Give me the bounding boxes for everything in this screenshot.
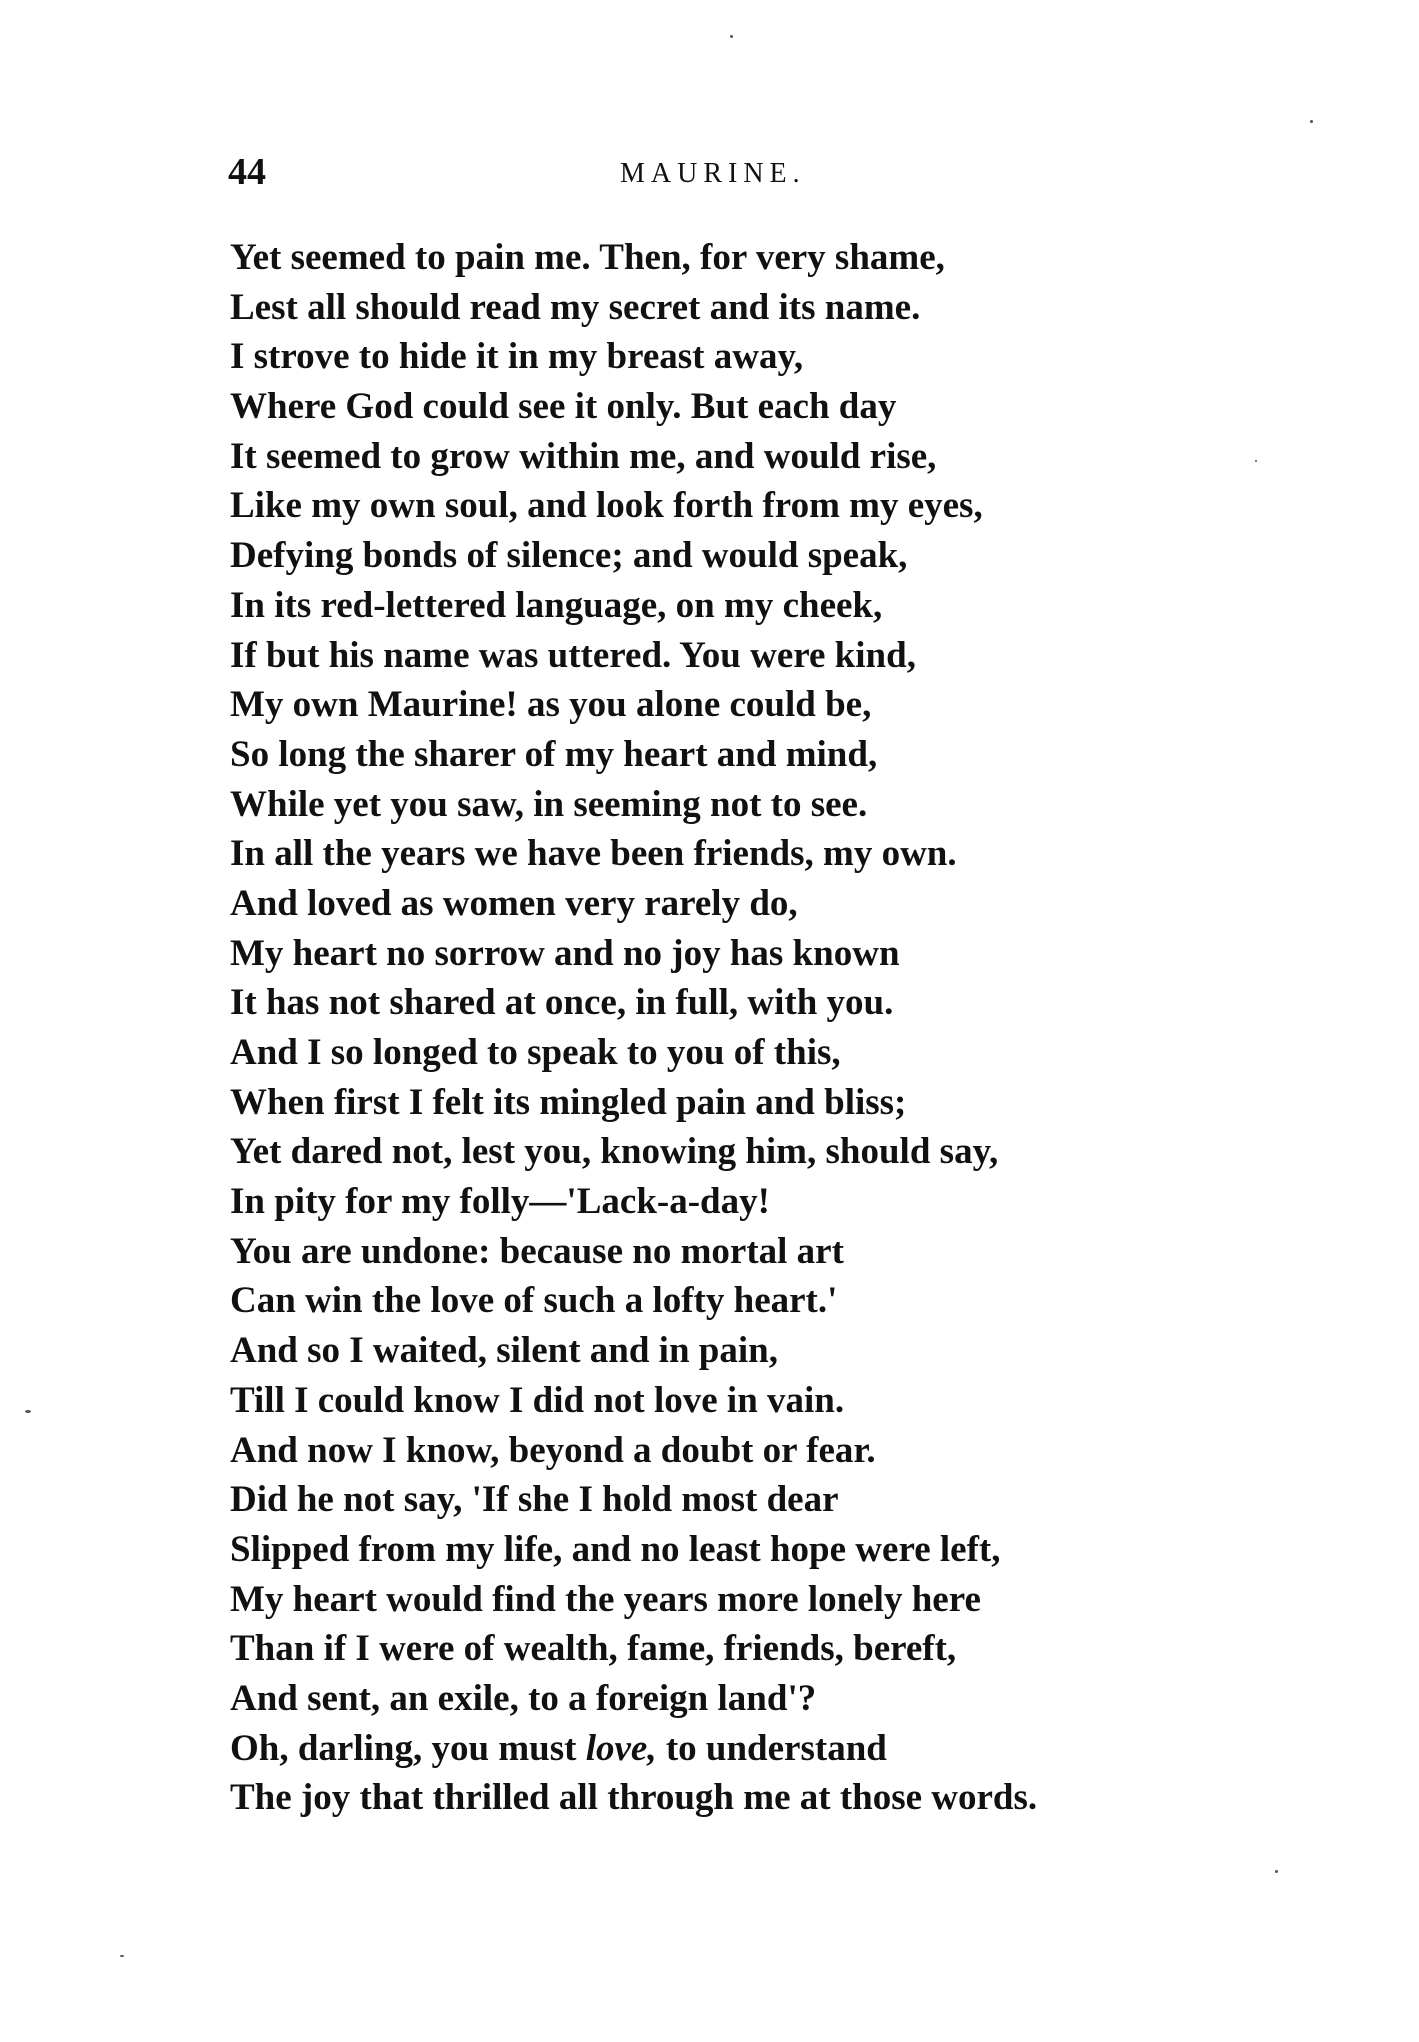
poem-line: The joy that thrilled all through me at those words. [230,1777,1038,1819]
poem-line: Slipped from my life, and no least hope were left, [230,1528,1001,1570]
poem-line: In pity for my folly—'Lack-a-day! [230,1181,770,1223]
scan-speck [25,1410,31,1413]
poem-line: If but his name was uttered. You were kind, [230,634,916,676]
running-title: MAURINE. [620,158,806,189]
poem-line: When first I felt its mingled pain and bliss; [230,1081,907,1123]
poem-line: Did he not say, 'If she I hold most dear [230,1479,839,1521]
poem-line-end: to understand [656,1727,887,1769]
scan-speck [1255,460,1257,462]
poem-line: Yet dared not, lest you, knowing him, should say, [230,1131,999,1173]
emphasized-word: love, [585,1727,657,1769]
poem-line: I strove to hide it in my breast away, [230,336,804,378]
poem-line: My own Maurine! as you alone could be, [230,684,872,726]
poem-line: My heart would find the years more lonely here [230,1578,981,1620]
poem-line: Till I could know I did not love in vain. [230,1379,845,1421]
poem-line: Where God could see it only. But each day [230,386,897,428]
poem-line: So long the sharer of my heart and mind, [230,733,878,775]
poem-line: Can win the love of such a lofty heart.' [230,1280,838,1322]
poem-text [230,233,1250,1823]
poem-line-start: Oh, darling, you must [230,1727,586,1769]
poem-line: And I so longed to speak to you of this, [230,1032,841,1073]
poem-line: It seemed to grow within me, and would rise, [230,435,937,477]
poem-line [230,1724,1250,1774]
poem-line: And now I know, beyond a doubt or fear. [230,1429,876,1471]
poem-line: My heart no sorrow and no joy has known [230,932,900,974]
page-header [228,150,1128,200]
poem-line: Lest all should read my secret and its name. [230,286,921,328]
poem-line: You are undone: because no mortal art [230,1230,844,1272]
poem-line: And so I waited, silent and in pain, [230,1330,778,1372]
poem-line: Than if I were of wealth, fame, friends, bereft, [230,1628,957,1670]
poem-line: Defying bonds of silence; and would speak, [230,535,908,577]
poem-line: Yet seemed to pain me. Then, for very shame, [230,237,945,278]
poem-line: In all the years we have been friends, my own. [230,833,957,875]
poem-line: And loved as women very rarely do, [230,882,798,924]
poem-line: And sent, an exile, to a foreign land'? [230,1677,817,1719]
poem-line: While yet you saw, in seeming not to see. [230,783,868,825]
poem-line: Like my own soul, and look forth from my eyes, [230,485,983,527]
scan-speck [1310,120,1313,123]
poem-line: In its red-lettered language, on my cheek, [230,584,883,626]
page-number: 44 [228,151,266,193]
poem-line: It has not shared at once, in full, with you. [230,982,894,1024]
scan-speck [730,35,733,38]
scan-speck [120,1955,124,1957]
scan-speck [1275,1870,1278,1873]
